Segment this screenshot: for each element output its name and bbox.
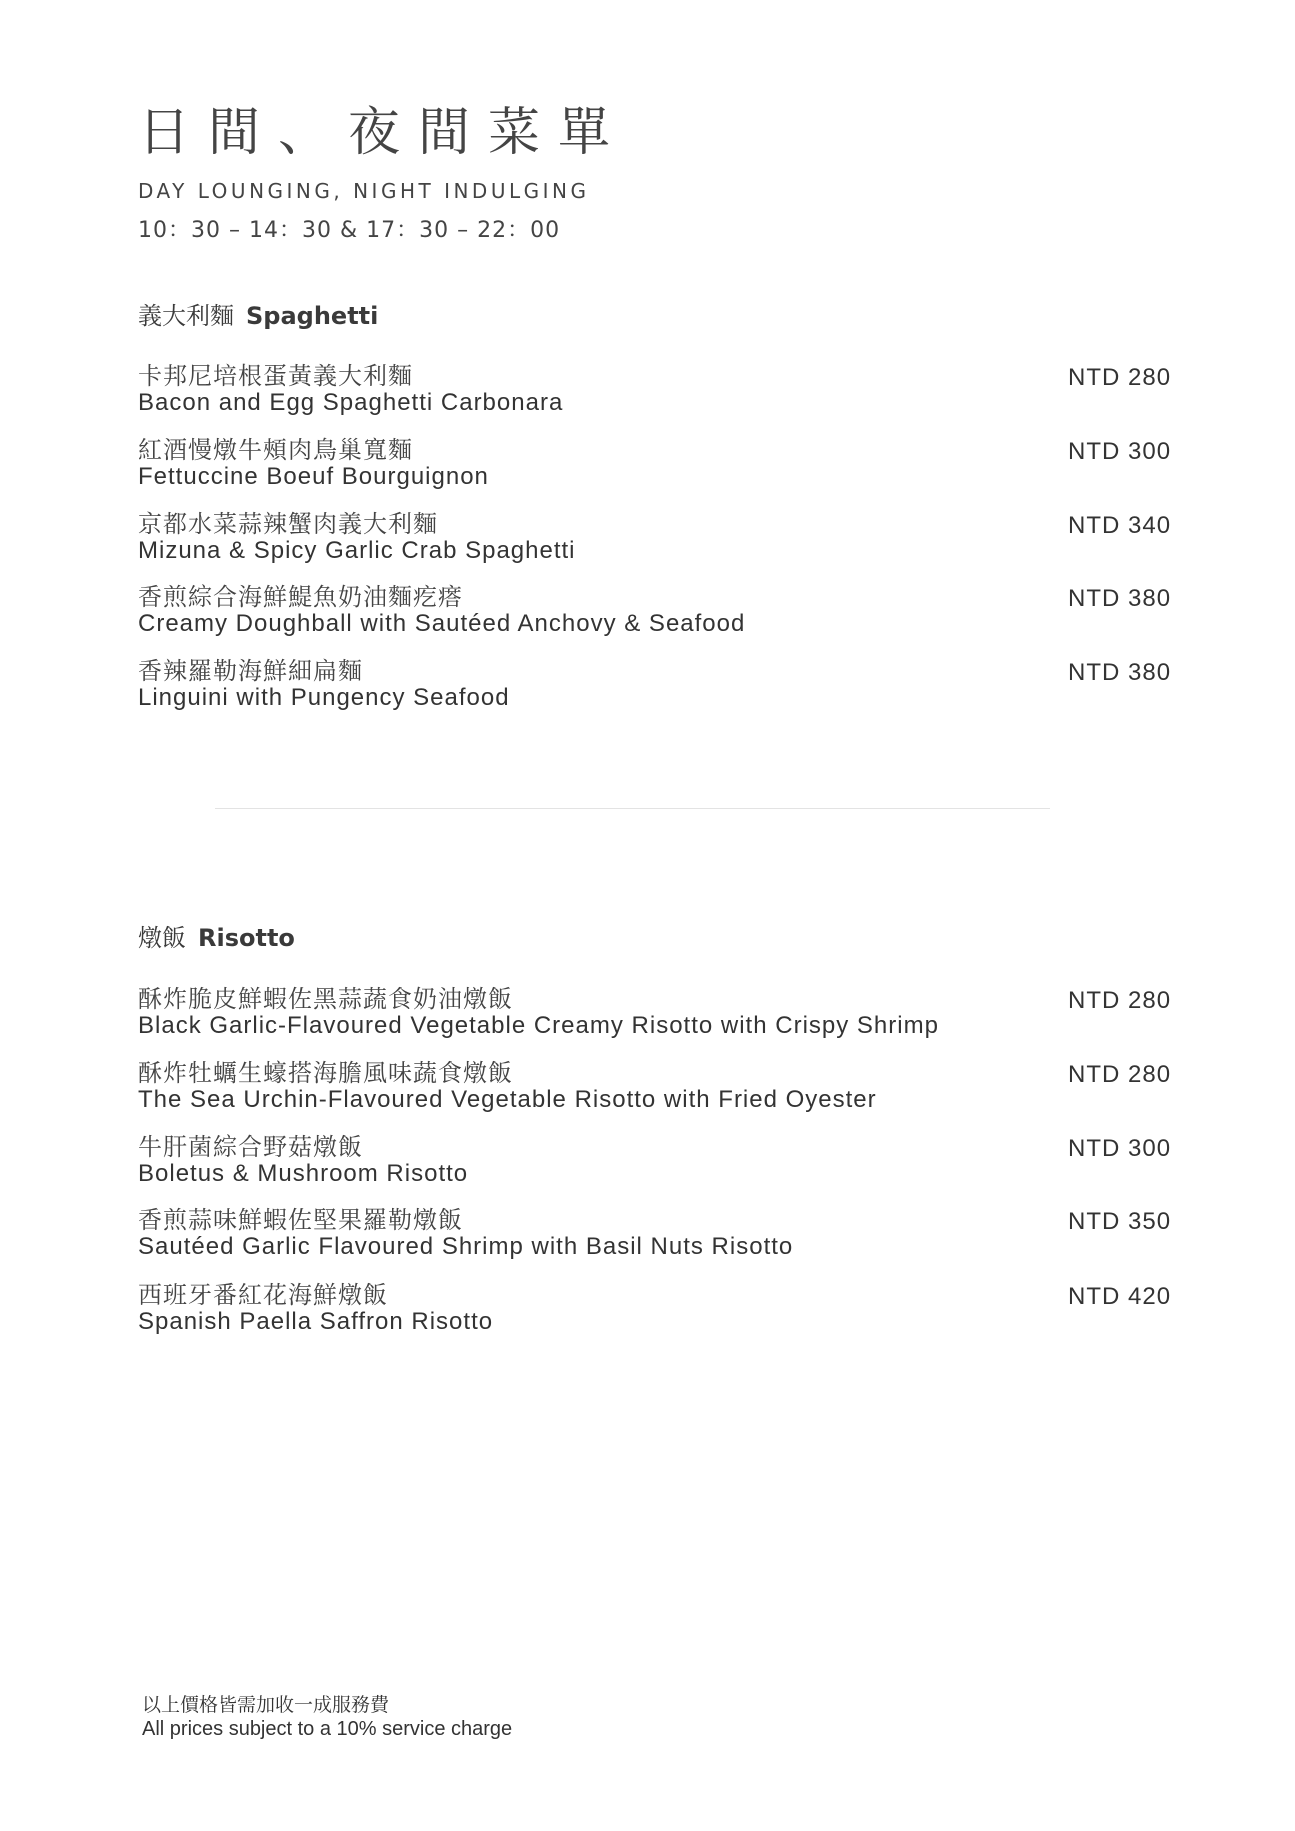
section-heading-spaghetti	[138, 296, 378, 331]
section-heading-risotto	[138, 918, 295, 953]
item-name-en: Creamy Doughball with Sautéed Anchovy & Seafood	[138, 610, 746, 637]
item-name-zh: 京都水菜蒜辣蟹肉義大利麵	[138, 510, 438, 538]
item-price: NTD 350	[1068, 1208, 1172, 1235]
item-name-en: Spanish Paella Saffron Risotto	[138, 1308, 494, 1335]
item-price: NTD 380	[1068, 585, 1172, 612]
menu-item	[138, 1133, 1178, 1189]
item-price: NTD 280	[1068, 987, 1172, 1014]
menu-item	[138, 1059, 1178, 1115]
menu-item	[138, 362, 1178, 418]
menu-item	[138, 657, 1178, 713]
menu-item	[138, 1206, 1178, 1262]
item-price: NTD 280	[1068, 1061, 1172, 1088]
item-name-zh: 香煎蒜味鮮蝦佐堅果羅勒燉飯	[138, 1206, 463, 1234]
section-heading-en: Risotto	[198, 924, 295, 952]
item-name-en: Black Garlic-Flavoured Vegetable Creamy Risotto with Crispy Shrimp	[138, 1012, 939, 1039]
menu-item	[138, 436, 1178, 492]
service-charge-note-en: All prices subject to a 10% service charge	[142, 1718, 513, 1740]
item-name-en: Linguini with Pungency Seafood	[138, 684, 510, 711]
item-name-zh: 酥炸脆皮鮮蝦佐黑蒜蔬食奶油燉飯	[138, 985, 513, 1013]
service-charge-note-zh: 以上價格皆需加收一成服務費	[142, 1694, 390, 1716]
page-title: 日間、夜間菜單	[138, 103, 629, 163]
opening-hours: 10：30 – 14：30 & 17：30 – 22：00	[138, 218, 561, 243]
menu-item	[138, 510, 1178, 566]
section-divider	[215, 808, 1050, 809]
menu-item	[138, 1281, 1178, 1337]
item-name-zh: 卡邦尼培根蛋黃義大利麵	[138, 362, 413, 390]
item-name-en: Boletus & Mushroom Risotto	[138, 1160, 469, 1187]
item-name-zh: 香辣羅勒海鮮細扁麵	[138, 657, 363, 685]
item-price: NTD 340	[1068, 512, 1172, 539]
menu-item	[138, 985, 1178, 1041]
section-heading-zh: 燉飯	[138, 924, 186, 952]
item-name-zh: 紅酒慢燉牛頰肉鳥巢寬麵	[138, 436, 413, 464]
item-price: NTD 280	[1068, 364, 1172, 391]
section-heading-en: Spaghetti	[246, 302, 379, 330]
item-name-en: Bacon and Egg Spaghetti Carbonara	[138, 389, 564, 416]
section-heading-zh: 義大利麵	[138, 302, 234, 330]
item-price: NTD 300	[1068, 1135, 1172, 1162]
menu-item	[138, 583, 1178, 639]
item-name-en: Mizuna & Spicy Garlic Crab Spaghetti	[138, 537, 576, 564]
item-name-en: Sautéed Garlic Flavoured Shrimp with Basil Nuts Risotto	[138, 1233, 794, 1260]
item-name-zh: 香煎綜合海鮮鯷魚奶油麵疙瘩	[138, 583, 463, 611]
item-price: NTD 420	[1068, 1283, 1172, 1310]
item-name-en: Fettuccine Boeuf Bourguignon	[138, 463, 489, 490]
item-name-en: The Sea Urchin-Flavoured Vegetable Risotto with Fried Oyester	[138, 1086, 877, 1113]
item-name-zh: 酥炸牡蠣生蠔搭海膽風味蔬食燉飯	[138, 1059, 513, 1087]
page-subtitle: DAY LOUNGING, NIGHT INDULGING	[138, 179, 590, 203]
item-name-zh: 牛肝菌綜合野菇燉飯	[138, 1133, 363, 1161]
item-price: NTD 300	[1068, 438, 1172, 465]
item-price: NTD 380	[1068, 659, 1172, 686]
item-name-zh: 西班牙番紅花海鮮燉飯	[138, 1281, 388, 1309]
